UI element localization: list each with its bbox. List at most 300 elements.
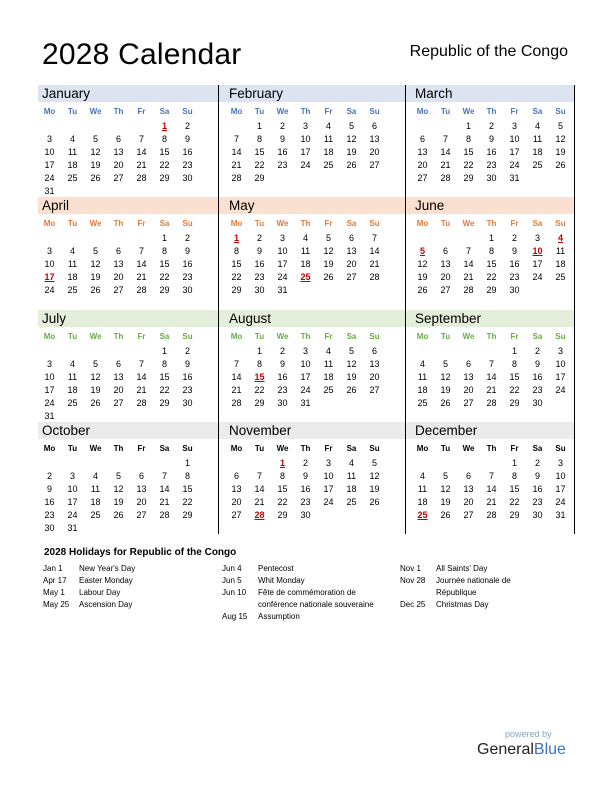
day-cell: 15 xyxy=(159,372,170,382)
day-cell xyxy=(363,397,386,410)
day-cell: 23 xyxy=(182,385,193,395)
weekday-label: Tu xyxy=(67,107,78,116)
day-cell: 29 xyxy=(182,510,193,520)
day-cell: 5 xyxy=(348,346,354,356)
day-cell: 26 xyxy=(90,398,101,408)
day-cell: 20 xyxy=(231,497,242,507)
day-cell: 5 xyxy=(557,121,563,131)
day-cell: 7 xyxy=(138,246,144,256)
week-row xyxy=(38,496,200,509)
day-cell: 13 xyxy=(440,259,451,269)
week-row xyxy=(411,496,573,509)
weekday-label: Su xyxy=(555,332,566,341)
day-cell: 29 xyxy=(254,398,265,408)
holiday-date: May 25 xyxy=(43,600,70,609)
week-row xyxy=(411,358,573,371)
day-cell: 2 xyxy=(534,346,540,356)
day-cell: 18 xyxy=(417,385,428,395)
day-cell: 13 xyxy=(369,134,380,144)
holiday-date: Jan 1 xyxy=(43,564,63,573)
day-cell xyxy=(107,457,130,470)
weekday-label: We xyxy=(276,332,289,341)
day-cell: 15 xyxy=(463,147,474,157)
month-name: December xyxy=(411,422,573,439)
column-divider xyxy=(218,85,219,197)
day-cell: 19 xyxy=(417,272,428,282)
day-cell xyxy=(363,172,386,185)
day-cell: 4 xyxy=(325,121,331,131)
day-cell: 22 xyxy=(463,160,474,170)
day-cell: 28 xyxy=(136,285,147,295)
month-name: January xyxy=(38,85,200,102)
day-cell: 19 xyxy=(90,385,101,395)
day-cell: 20 xyxy=(136,497,147,507)
day-cell: 21 xyxy=(486,385,497,395)
day-cell: 20 xyxy=(463,497,474,507)
weekday-label: We xyxy=(89,332,102,341)
day-cell: 28 xyxy=(136,398,147,408)
day-cell: 7 xyxy=(488,359,494,369)
quarter-row-1 xyxy=(38,85,574,197)
day-cell xyxy=(107,232,130,245)
column-divider xyxy=(218,310,219,422)
week-row xyxy=(411,232,573,245)
day-cell: 22 xyxy=(277,497,288,507)
day-cell: 16 xyxy=(532,372,543,382)
day-cell: 17 xyxy=(44,385,55,395)
day-cell: 15 xyxy=(486,259,497,269)
day-cell xyxy=(84,345,107,358)
day-cell: 17 xyxy=(323,484,334,494)
month-april xyxy=(38,197,200,309)
day-cell: 24 xyxy=(509,160,520,170)
weekday-label: We xyxy=(276,107,289,116)
day-cell xyxy=(317,509,340,522)
day-cell: 13 xyxy=(136,484,147,494)
day-cell: 22 xyxy=(254,385,265,395)
day-cell: 16 xyxy=(277,372,288,382)
month-name: June xyxy=(411,197,573,214)
day-cell: 11 xyxy=(90,484,101,494)
month-name: July xyxy=(38,310,200,327)
day-cell: 23 xyxy=(532,497,543,507)
day-cell: 2 xyxy=(256,233,262,243)
day-cell: 5 xyxy=(92,134,98,144)
weekday-label: Mo xyxy=(43,219,56,228)
week-row xyxy=(38,146,200,159)
day-cell: 20 xyxy=(113,385,124,395)
day-cell: 19 xyxy=(346,147,357,157)
week-row xyxy=(38,245,200,258)
day-cell: 3 xyxy=(69,471,75,481)
month-january xyxy=(38,85,200,197)
weekday-label: Mo xyxy=(230,332,243,341)
day-cell: 12 xyxy=(113,484,124,494)
month-march xyxy=(411,85,573,197)
day-cell: 7 xyxy=(233,359,239,369)
day-cell: 11 xyxy=(67,147,78,157)
month-may xyxy=(225,197,387,309)
day-cell: 11 xyxy=(323,134,334,144)
day-cell: 30 xyxy=(486,173,497,183)
weekday-label: Mo xyxy=(230,107,243,116)
day-cell: 6 xyxy=(442,246,448,256)
day-cell: 7 xyxy=(442,134,448,144)
day-cell: 12 xyxy=(90,147,101,157)
month-august xyxy=(225,310,387,422)
weekday-label: Sa xyxy=(532,219,543,228)
day-cell: 26 xyxy=(440,510,451,520)
day-cell: 2 xyxy=(184,121,190,131)
holiday-entry xyxy=(222,611,382,623)
week-row xyxy=(38,258,200,271)
day-cell: 31 xyxy=(44,411,55,421)
weekday-label: Mo xyxy=(416,332,429,341)
day-cell: 25 xyxy=(346,497,357,507)
day-cell: 27 xyxy=(113,398,124,408)
week-row xyxy=(411,159,573,172)
weekday-header xyxy=(225,329,387,345)
weekday-label: Tu xyxy=(440,107,451,116)
week-row xyxy=(38,172,200,185)
week-row xyxy=(38,483,200,496)
holiday-date: Nov 1 xyxy=(400,564,421,573)
weekday-label: Th xyxy=(300,444,311,453)
day-cell: 12 xyxy=(346,134,357,144)
day-cell: 21 xyxy=(136,272,147,282)
day-cell: 21 xyxy=(159,497,170,507)
month-name: May xyxy=(225,197,387,214)
day-cell: 6 xyxy=(115,246,121,256)
day-cell: 25 xyxy=(67,173,78,183)
day-cell: 22 xyxy=(486,272,497,282)
holiday-name: Assumption xyxy=(258,612,300,621)
day-cell xyxy=(130,120,153,133)
weekday-label: Su xyxy=(555,444,566,453)
week-row xyxy=(411,258,573,271)
day-cell: 4 xyxy=(419,471,425,481)
day-cell: 30 xyxy=(182,173,193,183)
day-cell: 14 xyxy=(486,372,497,382)
week-row xyxy=(38,371,200,384)
day-cell: 1 xyxy=(488,233,494,243)
day-cell xyxy=(457,232,480,245)
holiday-day: 28 xyxy=(254,510,265,520)
day-cell: 1 xyxy=(161,346,167,356)
day-cell: 24 xyxy=(555,385,566,395)
day-cell: 16 xyxy=(44,497,55,507)
weekday-label: Su xyxy=(555,219,566,228)
day-cell: 25 xyxy=(67,285,78,295)
day-cell: 14 xyxy=(369,246,380,256)
day-cell: 7 xyxy=(488,471,494,481)
day-cell: 19 xyxy=(440,385,451,395)
day-cell: 23 xyxy=(182,160,193,170)
column-divider xyxy=(574,197,575,310)
weekday-label: Th xyxy=(113,219,124,228)
day-cell: 23 xyxy=(509,272,520,282)
day-cell: 12 xyxy=(440,372,451,382)
day-cell: 8 xyxy=(279,471,285,481)
weekday-header xyxy=(411,104,573,120)
day-cell: 14 xyxy=(136,259,147,269)
day-cell: 16 xyxy=(300,484,311,494)
week-row xyxy=(225,358,387,371)
month-september xyxy=(411,310,573,422)
day-cell: 24 xyxy=(67,510,78,520)
week-row xyxy=(38,345,200,358)
holiday-name: Christmas Day xyxy=(436,600,489,609)
week-row xyxy=(38,284,200,297)
day-cell: 19 xyxy=(323,259,334,269)
day-cell xyxy=(526,284,549,297)
weekday-label: Sa xyxy=(532,107,543,116)
weekday-label: Tu xyxy=(67,219,78,228)
week-row xyxy=(225,159,387,172)
week-row xyxy=(38,271,200,284)
day-cell: 18 xyxy=(532,147,543,157)
weekday-label: Sa xyxy=(346,444,357,453)
day-cell: 16 xyxy=(182,372,193,382)
day-cell: 13 xyxy=(463,372,474,382)
holiday-date: Aug 15 xyxy=(222,612,248,621)
day-cell: 9 xyxy=(184,134,190,144)
day-cell: 18 xyxy=(90,497,101,507)
day-cell: 23 xyxy=(44,510,55,520)
day-cell xyxy=(549,172,572,185)
week-row xyxy=(225,483,387,496)
day-cell: 12 xyxy=(90,259,101,269)
day-cell: 7 xyxy=(465,246,471,256)
day-cell: 9 xyxy=(46,484,52,494)
month-december xyxy=(411,422,573,534)
week-row xyxy=(411,284,573,297)
holiday-entry xyxy=(43,575,203,587)
weekday-label: Su xyxy=(369,332,380,341)
day-cell: 21 xyxy=(486,497,497,507)
day-cell: 17 xyxy=(300,372,311,382)
day-cell: 3 xyxy=(279,233,285,243)
day-cell: 6 xyxy=(348,233,354,243)
holiday-name: Ascension Day xyxy=(79,600,133,609)
weekday-label: Sa xyxy=(532,332,543,341)
weekday-label: Fr xyxy=(324,332,333,341)
day-cell: 6 xyxy=(138,471,144,481)
weekday-label: Tu xyxy=(254,107,265,116)
day-cell: 25 xyxy=(417,398,428,408)
weekday-label: Tu xyxy=(254,332,265,341)
weekday-label: Mo xyxy=(416,444,429,453)
generalblue-logo[interactable] xyxy=(477,741,566,759)
day-cell: 25 xyxy=(323,385,334,395)
holiday-entry xyxy=(222,575,382,587)
week-row xyxy=(225,371,387,384)
day-cell: 7 xyxy=(256,471,262,481)
week-row xyxy=(225,397,387,410)
week-row xyxy=(38,522,200,535)
day-cell xyxy=(434,232,457,245)
day-cell: 26 xyxy=(346,385,357,395)
day-cell: 9 xyxy=(184,359,190,369)
day-cell: 13 xyxy=(369,359,380,369)
day-cell xyxy=(340,284,363,297)
day-cell: 31 xyxy=(300,398,311,408)
day-cell: 21 xyxy=(254,497,265,507)
week-row xyxy=(411,271,573,284)
day-cell: 29 xyxy=(231,285,242,295)
day-cell: 8 xyxy=(256,359,262,369)
day-cell: 24 xyxy=(555,497,566,507)
day-cell xyxy=(130,457,153,470)
week-row xyxy=(225,509,387,522)
day-cell: 29 xyxy=(159,398,170,408)
day-cell xyxy=(38,120,61,133)
weekday-label: We xyxy=(89,107,102,116)
week-row xyxy=(38,159,200,172)
day-cell: 27 xyxy=(346,272,357,282)
weekday-label: Fr xyxy=(510,107,519,116)
holiday-date: Apr 17 xyxy=(43,576,67,585)
weekday-label: Su xyxy=(369,444,380,453)
weekday-label: Su xyxy=(182,444,193,453)
day-cell xyxy=(84,522,107,535)
column-divider xyxy=(405,85,406,197)
day-cell: 25 xyxy=(90,510,101,520)
day-cell: 13 xyxy=(346,246,357,256)
day-cell xyxy=(130,232,153,245)
week-row xyxy=(225,384,387,397)
weekday-label: Sa xyxy=(532,444,543,453)
day-cell: 23 xyxy=(300,497,311,507)
day-cell: 27 xyxy=(136,510,147,520)
weekday-header xyxy=(411,441,573,457)
day-cell xyxy=(411,232,434,245)
day-cell: 8 xyxy=(161,359,167,369)
weekday-header xyxy=(38,329,200,345)
calendar-grid xyxy=(38,85,574,534)
day-cell: 2 xyxy=(302,458,308,468)
weekday-label: Mo xyxy=(43,332,56,341)
weekday-label: Fr xyxy=(324,219,333,228)
day-cell: 6 xyxy=(419,134,425,144)
day-cell: 2 xyxy=(511,233,517,243)
holiday-day: 25 xyxy=(417,510,428,520)
day-cell: 19 xyxy=(90,160,101,170)
weekday-label: Tu xyxy=(440,219,451,228)
week-row xyxy=(38,397,200,410)
day-cell: 19 xyxy=(555,147,566,157)
day-cell: 5 xyxy=(371,458,377,468)
day-cell xyxy=(61,232,84,245)
day-cell xyxy=(225,120,248,133)
day-cell: 12 xyxy=(440,484,451,494)
day-cell: 3 xyxy=(302,346,308,356)
day-cell: 28 xyxy=(231,173,242,183)
day-cell: 2 xyxy=(534,458,540,468)
day-cell: 30 xyxy=(182,285,193,295)
day-cell: 18 xyxy=(323,372,334,382)
column-divider xyxy=(405,197,406,310)
day-cell: 15 xyxy=(159,147,170,157)
day-cell: 3 xyxy=(46,359,52,369)
day-cell: 8 xyxy=(233,246,239,256)
day-cell: 25 xyxy=(555,272,566,282)
holiday-column-2 xyxy=(222,563,382,623)
day-cell: 5 xyxy=(348,121,354,131)
weekday-label: We xyxy=(276,444,289,453)
day-cell xyxy=(317,172,340,185)
day-cell: 15 xyxy=(254,147,265,157)
day-cell: 7 xyxy=(371,233,377,243)
weekday-label: Su xyxy=(182,107,193,116)
day-cell: 8 xyxy=(256,134,262,144)
day-cell: 9 xyxy=(256,246,262,256)
day-cell: 4 xyxy=(69,134,75,144)
day-cell: 22 xyxy=(159,160,170,170)
day-cell: 20 xyxy=(417,160,428,170)
day-cell xyxy=(317,397,340,410)
day-cell: 30 xyxy=(532,510,543,520)
weekday-label: Mo xyxy=(416,219,429,228)
day-cell: 28 xyxy=(231,398,242,408)
day-cell: 19 xyxy=(440,497,451,507)
week-row xyxy=(38,457,200,470)
powered-by-label: powered by xyxy=(505,729,552,739)
day-cell: 26 xyxy=(369,497,380,507)
day-cell: 12 xyxy=(555,134,566,144)
weekday-label: Fr xyxy=(137,332,146,341)
day-cell: 17 xyxy=(532,259,543,269)
day-cell: 31 xyxy=(555,510,566,520)
country-name: Republic of the Congo xyxy=(409,43,568,60)
day-cell: 9 xyxy=(279,359,285,369)
column-divider xyxy=(405,310,406,422)
day-cell: 20 xyxy=(369,147,380,157)
day-cell: 30 xyxy=(532,398,543,408)
day-cell: 16 xyxy=(277,147,288,157)
week-row xyxy=(411,133,573,146)
day-cell: 1 xyxy=(511,458,517,468)
holiday-date: Jun 4 xyxy=(222,564,242,573)
day-cell xyxy=(61,345,84,358)
day-cell: 29 xyxy=(509,398,520,408)
day-cell: 1 xyxy=(256,346,262,356)
weekday-label: Fr xyxy=(137,219,146,228)
weekday-label: Su xyxy=(555,107,566,116)
day-cell: 2 xyxy=(279,346,285,356)
day-cell: 2 xyxy=(46,471,52,481)
day-cell: 29 xyxy=(159,173,170,183)
day-cell: 24 xyxy=(44,285,55,295)
day-cell: 4 xyxy=(302,233,308,243)
day-cell: 8 xyxy=(465,134,471,144)
month-june xyxy=(411,197,573,309)
day-cell: 18 xyxy=(346,484,357,494)
weekday-label: Mo xyxy=(43,107,56,116)
week-row xyxy=(225,146,387,159)
day-cell: 19 xyxy=(113,497,124,507)
week-row xyxy=(225,457,387,470)
day-cell: 26 xyxy=(90,285,101,295)
day-cell: 10 xyxy=(555,471,566,481)
day-cell: 3 xyxy=(557,346,563,356)
day-cell: 10 xyxy=(555,359,566,369)
weekday-label: We xyxy=(276,219,289,228)
weekday-label: Sa xyxy=(346,219,357,228)
weekday-label: Mo xyxy=(43,444,56,453)
weekday-label: Th xyxy=(113,332,124,341)
day-cell xyxy=(434,120,457,133)
